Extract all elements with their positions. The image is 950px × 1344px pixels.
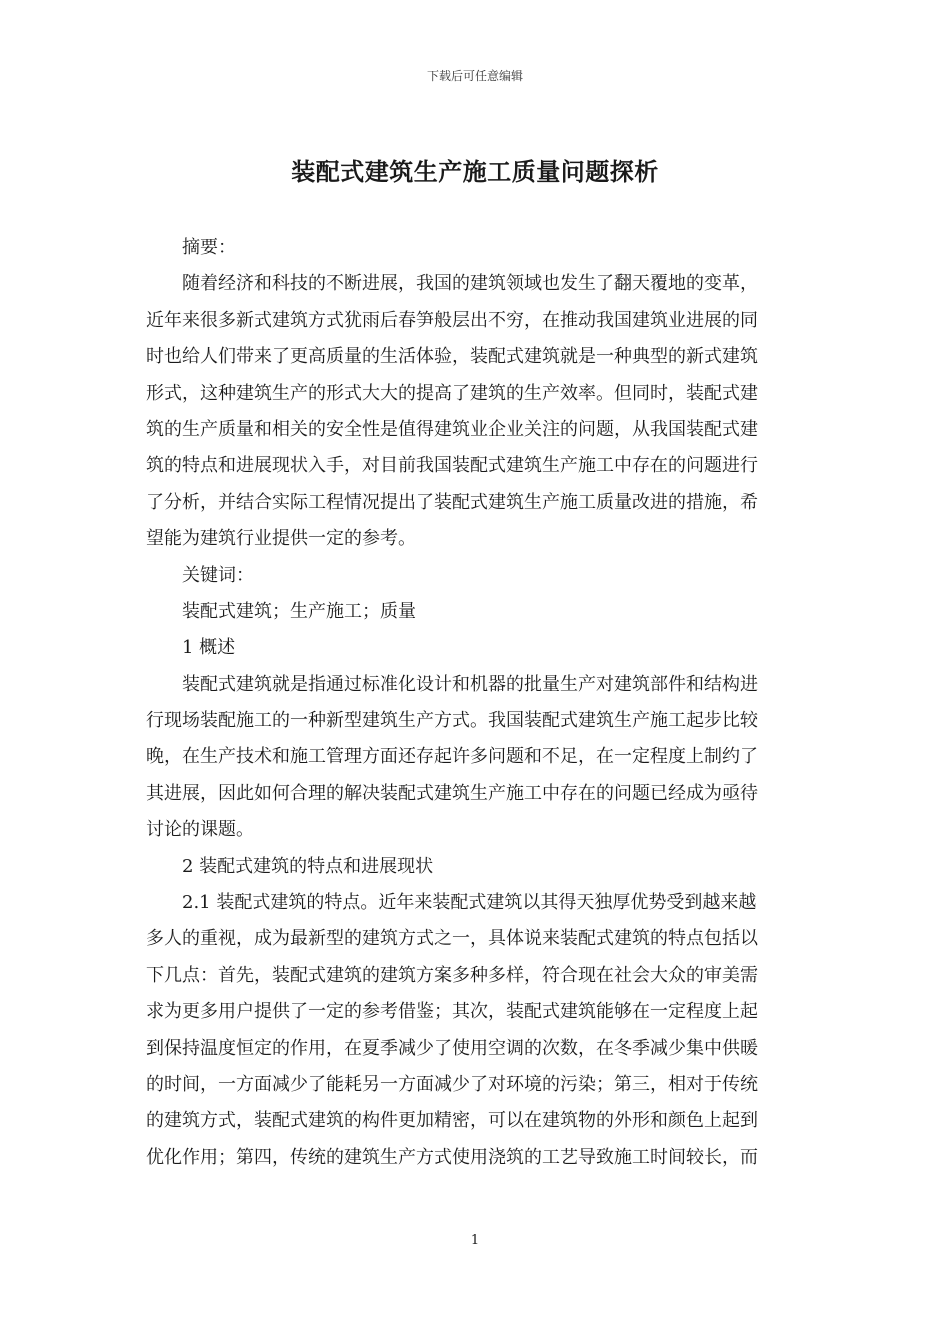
- section-heading-2: 2 装配式建筑的特点和进展现状: [182, 855, 434, 877]
- keywords-heading: 关键词：: [182, 564, 254, 586]
- paragraph-line: 下几点：首先，装配式建筑的建筑方案多种多样，符合现在社会大众的审美需: [146, 964, 758, 986]
- paragraph-line: 装配式建筑就是指通过标准化设计和机器的批量生产对建筑部件和结构进: [182, 673, 758, 695]
- paragraph-line: 的时间，一方面减少了能耗另一方面减少了对环境的污染；第三，相对于传统: [146, 1073, 758, 1095]
- keywords-line: 装配式建筑；生产施工；质量: [182, 600, 416, 622]
- abstract-line: 近年来很多新式建筑方式犹雨后春笋般层出不穷，在推动我国建筑业进展的同: [146, 309, 758, 331]
- abstract-line: 筑的生产质量和相关的安全性是值得建筑业企业关注的问题，从我国装配式建: [146, 418, 758, 440]
- paragraph-line: 多人的重视，成为最新型的建筑方式之一，具体说来装配式建筑的特点包括以: [146, 928, 758, 950]
- paragraph-line: 讨论的课题。: [146, 819, 254, 841]
- document-body: [146, 230, 806, 1176]
- abstract-line: 筑的特点和进展现状入手，对目前我国装配式建筑生产施工中存在的问题进行: [146, 455, 758, 477]
- abstract-line: 随着经济和科技的不断进展，我国的建筑领域也发生了翻天覆地的变革，: [182, 273, 758, 295]
- paragraph-line: 求为更多用户提供了一定的参考借鉴；其次，装配式建筑能够在一定程度上起: [146, 1001, 758, 1023]
- paragraph-line: 其进展，因此如何合理的解决装配式建筑生产施工中存在的问题已经成为亟待: [146, 782, 758, 804]
- abstract-heading: 摘要：: [182, 237, 236, 258]
- paragraph-line: 晚，在生产技术和施工管理方面还存起许多问题和不足，在一定程度上制约了: [146, 746, 758, 768]
- paragraph-line: 的建筑方式，装配式建筑的构件更加精密，可以在建筑物的外形和颜色上起到: [146, 1110, 758, 1132]
- document-title: 装配式建筑生产施工质量问题探析: [291, 157, 659, 186]
- abstract-line: 望能为建筑行业提供一定的参考。: [146, 528, 416, 550]
- paragraph-line: 到保持温度恒定的作用，在夏季减少了使用空调的次数，在冬季减少集中供暖: [146, 1037, 758, 1059]
- abstract-line: 了分析，并结合实际工程情况提出了装配式建筑生产施工质量改进的措施，希: [146, 491, 758, 513]
- paragraph-line: 行现场装配施工的一种新型建筑生产方式。我国装配式建筑生产施工起步比较: [146, 710, 758, 732]
- section-heading-1: 1 概述: [182, 637, 236, 659]
- paragraph-line: 优化作用；第四，传统的建筑生产方式使用浇筑的工艺导致施工时间较长，而: [146, 1146, 758, 1168]
- header-note: 下载后可任意编辑: [426, 69, 523, 83]
- page-number: 1: [470, 1233, 480, 1248]
- abstract-line: 形式，这种建筑生产的形式大大的提高了建筑的生产效率。但同时，装配式建: [146, 382, 758, 404]
- paragraph-line: 2.1 装配式建筑的特点。近年来装配式建筑以其得天独厚优势受到越来越: [182, 892, 757, 914]
- abstract-line: 时也给人们带来了更高质量的生活体验，装配式建筑就是一种典型的新式建筑: [146, 346, 758, 368]
